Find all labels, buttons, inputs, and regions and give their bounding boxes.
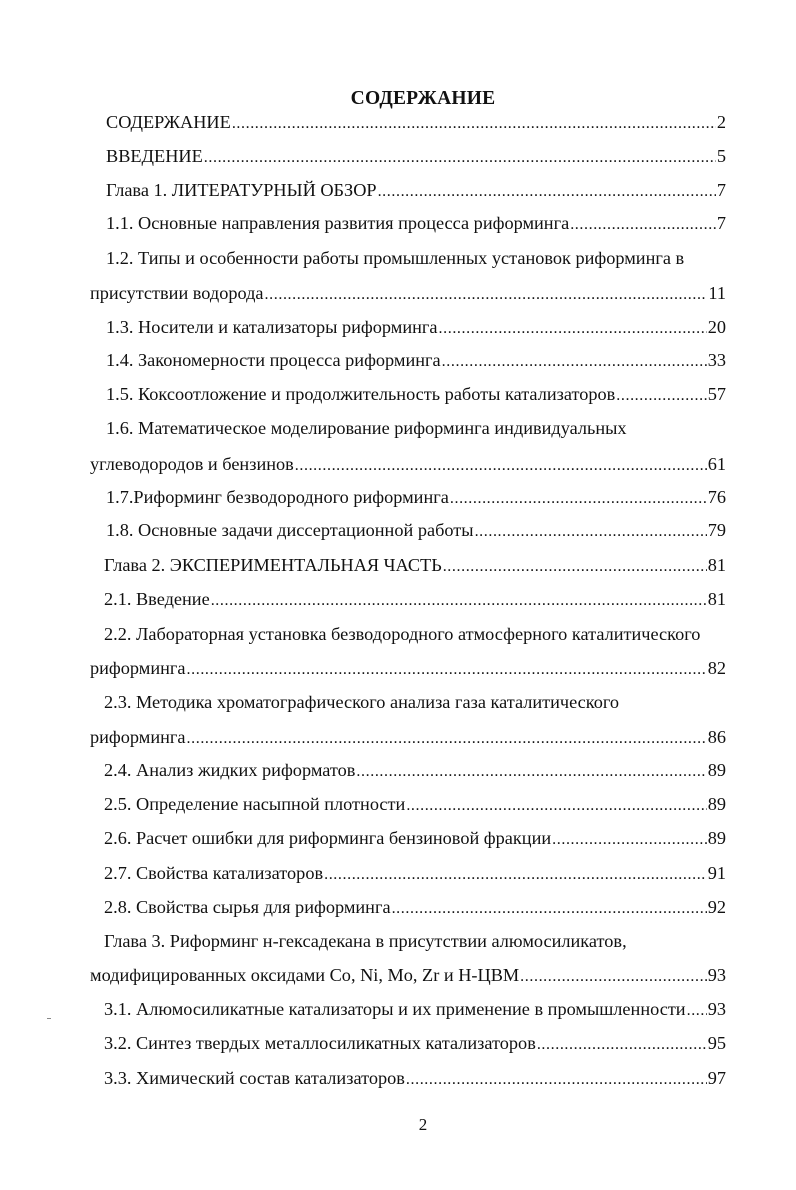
dot-leader	[204, 145, 716, 171]
toc-entry	[104, 894, 726, 920]
toc-entry-text: 1.5. Коксоотложение и продолжительность работы катализаторов	[106, 384, 616, 404]
toc-entry-text: 1.6. Математическое моделирование риформинга индивидуальных	[106, 418, 627, 438]
toc-entry-continuation: риформинга	[90, 658, 186, 678]
toc-entry-text: 2.7. Свойства катализаторов	[104, 863, 324, 883]
toc-entry	[104, 552, 726, 578]
toc-entry-page: 33	[707, 350, 726, 370]
toc-entry-page: 57	[707, 384, 726, 404]
toc-entry-page: 7	[716, 213, 726, 233]
toc-entry	[106, 381, 726, 407]
toc-entry-continuation: риформинга	[90, 727, 186, 747]
dot-leader	[406, 793, 706, 819]
toc-entry-page: 61	[707, 454, 726, 474]
toc-entry-text: СОДЕРЖАНИЕ	[106, 112, 231, 132]
dot-leader	[552, 827, 707, 853]
toc-entry-continuation: модифицированных оксидами Co, Ni, Mo, Zr и Н-ЦВМ	[90, 965, 520, 985]
dot-leader	[520, 964, 707, 990]
toc-entry-page: 76	[707, 487, 726, 507]
toc-entry-text: 1.2. Типы и особенности работы промышленных установок риформинга в	[106, 248, 685, 268]
toc-entry-page: 79	[707, 520, 726, 540]
toc-entry-page: 93	[707, 999, 726, 1019]
toc-entry	[104, 1030, 726, 1056]
toc-entry-text: 1.3. Носители и катализаторы риформинга	[106, 317, 438, 337]
toc-entry-text: 1.7.Риформинг безводородного риформинга	[106, 487, 449, 507]
dot-leader	[475, 519, 707, 545]
dot-leader	[616, 383, 706, 409]
toc-entry	[90, 962, 726, 988]
dot-leader	[443, 554, 707, 580]
toc-entry-text: Глава 2. ЭКСПЕРИМЕНТАЛЬНАЯ ЧАСТЬ	[104, 555, 442, 575]
toc-entry	[106, 210, 726, 236]
toc-entry	[106, 484, 726, 510]
toc-entry-text: 3.1. Алюмосиликатные катализаторы и их применение в промышленности	[104, 999, 686, 1019]
toc-entry-page: 11	[708, 283, 726, 303]
dot-leader	[450, 486, 707, 512]
toc-entry-text: 2.6. Расчет ошибки для риформинга бензиновой фракции	[104, 828, 552, 848]
toc-entry-text: 3.2. Синтез твердых металлосиликатных катализаторов	[104, 1033, 536, 1053]
toc-entry	[90, 451, 726, 477]
toc-entry	[106, 143, 726, 169]
toc-entry	[106, 314, 726, 340]
toc-entry-text: 3.3. Химический состав катализаторов	[104, 1068, 405, 1088]
toc-entry-page: 89	[707, 828, 726, 848]
toc-entry-page: 5	[716, 146, 726, 166]
dot-leader	[378, 179, 716, 205]
toc-entry	[90, 655, 726, 681]
toc-entry-page: 95	[707, 1033, 726, 1053]
dot-leader	[187, 657, 707, 683]
toc-entry-page: 81	[707, 555, 726, 575]
toc-entry-page: 89	[707, 760, 726, 780]
dot-leader	[439, 316, 707, 342]
dot-leader	[265, 282, 708, 308]
toc-entry-text: 2.3. Методика хроматографического анализа газа каталитического	[104, 692, 620, 712]
dot-leader	[687, 998, 707, 1024]
toc-entry-page: 82	[707, 658, 726, 678]
toc-entry	[104, 1065, 726, 1091]
dot-leader	[356, 759, 706, 785]
toc-entry-page: 93	[707, 965, 726, 985]
toc-entry-text: 1.1. Основные направления развития процесса риформинга	[106, 213, 570, 233]
dot-leader	[537, 1032, 707, 1058]
toc-entry	[106, 109, 726, 135]
toc-entry-page: 7	[716, 180, 726, 200]
dot-leader	[392, 896, 707, 922]
toc-entry-text: Глава 3. Риформинг н-гексадекана в присутствии алюмосиликатов,	[104, 931, 627, 951]
toc-entry-text: 2.4. Анализ жидких риформатов	[104, 760, 356, 780]
toc-entry	[90, 280, 726, 306]
toc-entry-page: 20	[707, 317, 726, 337]
toc-entry-page: 91	[707, 863, 726, 883]
toc-entry	[104, 825, 726, 851]
toc-entry-page: 81	[707, 589, 726, 609]
toc-entry	[106, 177, 726, 203]
toc-entry-text: Глава 1. ЛИТЕРАТУРНЫЙ ОБЗОР	[106, 180, 377, 200]
dot-leader	[295, 453, 707, 479]
toc-entry-text: 1.8. Основные задачи диссертационной работы	[106, 520, 474, 540]
toc-entry-text: 2.5. Определение насыпной плотности	[104, 794, 406, 814]
toc-entry	[90, 724, 726, 750]
toc-entry-text: 2.1. Введение	[104, 589, 210, 609]
toc-entry-page: 2	[716, 112, 726, 132]
scan-speck	[47, 1018, 51, 1019]
toc-entry-page: 86	[707, 727, 726, 747]
toc-entry	[106, 517, 726, 543]
toc-entry-text: ВВЕДЕНИЕ	[106, 146, 203, 166]
dot-leader	[187, 726, 707, 752]
toc-entry	[104, 757, 726, 783]
page-number: 2	[418, 1115, 428, 1134]
toc-entry-page: 92	[707, 897, 726, 917]
toc-entry-continuation: углеводородов и бензинов	[90, 454, 294, 474]
dot-leader	[324, 862, 707, 888]
toc-entry	[104, 791, 726, 817]
toc-entry	[106, 347, 726, 373]
toc-entry	[104, 996, 726, 1022]
toc-entry-text: 1.4. Закономерности процесса риформинга	[106, 350, 441, 370]
toc-entry-text: 2.2. Лабораторная установка безводородного атмосферного каталитического	[104, 624, 701, 644]
page-title: СОДЕРЖАНИЕ	[350, 88, 496, 109]
toc-entry-continuation: присутствии водорода	[90, 283, 264, 303]
dot-leader	[570, 212, 716, 238]
toc-entry-page: 89	[707, 794, 726, 814]
dot-leader	[442, 349, 707, 375]
toc-entry-text: 2.8. Свойства сырья для риформинга	[104, 897, 391, 917]
dot-leader	[406, 1067, 707, 1093]
toc-entry	[104, 586, 726, 612]
dot-leader	[211, 588, 707, 614]
toc-entry-page: 97	[707, 1068, 726, 1088]
dot-leader	[232, 111, 716, 137]
toc-entry	[104, 860, 726, 886]
